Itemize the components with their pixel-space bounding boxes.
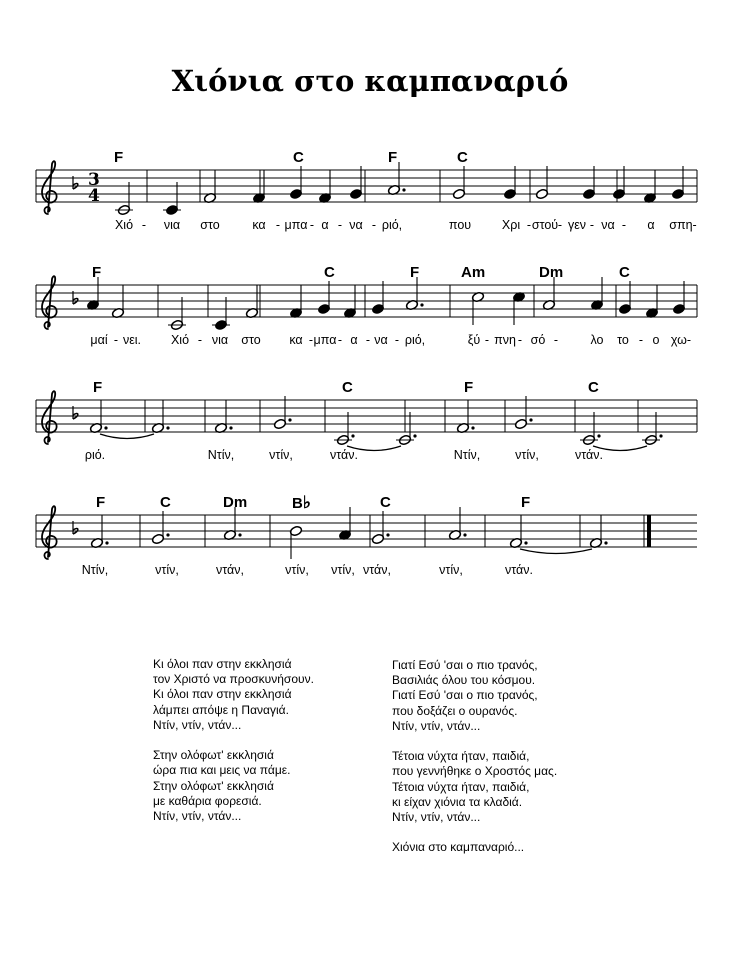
lyric-hyphen: - [141, 218, 147, 232]
chord-name: C [160, 494, 171, 511]
lyric-syllable: Χρι [501, 218, 521, 232]
lyric-syllable: ο [652, 333, 660, 347]
song-title: Χιόνια στο καμπαναριό [171, 64, 569, 98]
chord-name: F [464, 379, 474, 396]
chord-symbol [521, 495, 530, 511]
lyric-syllable: στο [200, 218, 220, 232]
lyric-hyphen: - [394, 333, 400, 347]
lyric-hyphen: - [621, 218, 627, 232]
verse-line: Χιόνια στο καμπαναριό... [392, 840, 525, 855]
note [448, 507, 466, 541]
chord-name: Dm [539, 264, 564, 281]
lyric-hyphen: - [275, 218, 281, 232]
time-signature-bottom: 4 [88, 186, 100, 206]
lyric-hyphen: - [365, 333, 371, 347]
chord-name: C [380, 494, 391, 511]
verse-line: Τέτοια νύχτα ήταν, παιδιά, [392, 779, 530, 794]
lyric-syllable: λο [590, 333, 604, 347]
verse-line: με καθάρια φορεσιά. [153, 793, 262, 808]
lyric-syllable: α [647, 218, 655, 232]
lyric-syllable: Χιό [170, 333, 190, 347]
verse-line: ώρα πια και μεις να πάμε. [153, 763, 291, 778]
chord-name: B [292, 495, 303, 512]
verse-line: που δοξάζει ο ουρανός. [392, 703, 518, 718]
lyric-syllable: ντίν, [331, 563, 355, 577]
verse-line: Ντίν, ντίν, ντάν... [392, 810, 481, 825]
lyric-syllable: κα [252, 218, 266, 232]
lyric-syllable: ντίν, [269, 448, 293, 462]
lyric-hyphen: - [309, 218, 315, 232]
lyric-syllable: ντίν, [515, 448, 539, 462]
lyric-syllable: να [349, 218, 363, 232]
lyric-syllable: ντίν, [155, 563, 179, 577]
verse-line: Γιατί Εσύ 'σαι ο πιο τρανός, [392, 688, 538, 703]
verse-line: Ντίν, ντίν, ντάν... [153, 717, 242, 732]
verse-line: Γιατί Εσύ 'σαι ο πιο τρανός, [392, 658, 538, 672]
lyric-syllable: το [617, 333, 629, 347]
chord-name: C [342, 379, 353, 396]
lyric-syllable: ριό, [404, 333, 426, 347]
lyric-syllable: κα [289, 333, 303, 347]
lyric-syllable: ντάν, [363, 563, 391, 577]
lyric-syllable: Ντίν, [453, 448, 481, 462]
verse-line: Στην ολόφωτ' εκκλησιά [153, 778, 274, 793]
lyric-hyphen: - [517, 333, 523, 347]
chord-name: Dm [223, 494, 248, 511]
lyric-syllable: Ντίν, [81, 563, 109, 577]
lyric-hyphen: - [484, 333, 490, 347]
verse-block [392, 749, 557, 825]
chord-name: F [96, 494, 106, 511]
lyric-syllable: σό [530, 333, 546, 347]
chord-name: C [588, 379, 599, 396]
lyric-syllable: ντίν, [285, 563, 309, 577]
verses-left-column [153, 657, 314, 839]
chord-name: F [410, 264, 420, 281]
lyric-syllable: να [601, 218, 615, 232]
lyric-syllable: νια [163, 218, 181, 232]
lyric-syllable: ντάν. [505, 563, 533, 577]
verse-line: Τέτοια νύχτα ήταν, παιδιά, [392, 749, 530, 764]
note [289, 525, 302, 559]
note [371, 511, 389, 545]
chord-symbol [380, 495, 391, 511]
chord-name: C [324, 264, 335, 281]
verse-line: Ντίν, ντίν, ντάν... [153, 809, 242, 824]
lyric-syllable: μπα [313, 333, 337, 347]
lyric-syllable: πνη [494, 333, 516, 347]
lyric-syllable: χω- [670, 333, 692, 347]
note [509, 515, 527, 549]
lyric-hyphen: - [526, 218, 532, 232]
chord-name: C [293, 149, 304, 166]
lyric-syllable: σπη- [669, 218, 697, 232]
lyric-syllable: νια [211, 333, 229, 347]
lyric-syllable: ριό, [381, 218, 403, 232]
lyric-syllable: α [350, 333, 358, 347]
verse-block [392, 658, 557, 734]
lyric-hyphen: - [308, 333, 314, 347]
lyric-syllable: ντίν, [439, 563, 463, 577]
lyric-syllable: ξύ [467, 333, 481, 347]
verse-line: Βασιλιάς όλου του κόσμου. [392, 673, 536, 688]
note [589, 515, 607, 549]
verses-right-column [392, 658, 557, 871]
lyric-syllable: να [374, 333, 388, 347]
lyric-hyphen: - [113, 333, 119, 347]
verse-line: που γεννήθηκε ο Χροστός μας. [392, 764, 558, 779]
verse-line: Ντίν, ντίν, ντάν... [392, 718, 481, 733]
lyric-syllable: ντάν. [330, 448, 358, 462]
chord-symbol [96, 495, 105, 511]
verse-line: Κι όλοι παν στην εκκλησιά [153, 657, 292, 671]
chord-name: F [93, 379, 103, 396]
note [90, 515, 108, 549]
chord-name: C [457, 149, 468, 166]
lyric-syllable: ριό. [84, 448, 106, 462]
lyric-hyphen: - [589, 218, 595, 232]
lyric-syllable: ντάν, [216, 563, 244, 577]
note [223, 507, 241, 541]
lyric-hyphen: - [638, 333, 644, 347]
lyric-syllable: νει. [122, 333, 142, 347]
lyric-syllable: α [321, 218, 329, 232]
chord-name: F [388, 149, 398, 166]
lyric-syllable: μαί [90, 333, 108, 347]
verse-line: Στην ολόφωτ' εκκλησιά [153, 748, 274, 763]
chord-symbol [292, 495, 311, 512]
chord-symbol [223, 495, 247, 511]
time-signature-top: 3 [88, 170, 100, 190]
lyric-syllable: ντάν. [575, 448, 603, 462]
lyric-syllable: μπα [284, 218, 308, 232]
lyric-syllable: γεν [567, 218, 587, 232]
note [151, 511, 169, 545]
lyric-syllable: στο [241, 333, 261, 347]
final-barline-thick [647, 515, 651, 547]
verse-line: κι είχαν χιόνια τα κλαδιά. [392, 794, 523, 809]
lyric-syllable: που [448, 218, 472, 232]
lyric-hyphen: - [371, 218, 377, 232]
chord-name: Am [461, 264, 486, 281]
verse-block [153, 748, 314, 824]
chord-name: F [521, 494, 531, 511]
verse-block [392, 840, 557, 855]
lyric-hyphen: - [557, 218, 563, 232]
verse-block [153, 657, 314, 733]
chord-symbol [160, 495, 171, 511]
lyric-hyphen: - [197, 333, 203, 347]
chord-name: F [92, 264, 102, 281]
chord-name: F [114, 149, 124, 166]
lyric-syllable: Χιό [114, 218, 134, 232]
flat-accidental-icon: ♭ [302, 493, 311, 512]
tie [520, 549, 592, 554]
lyric-hyphen: - [553, 333, 559, 347]
lyric-syllable: Ντίν, [207, 448, 235, 462]
lyric-hyphen: - [337, 218, 343, 232]
lyric-hyphen: - [337, 333, 343, 347]
verse-line: λάμπει απόψε η Παναγιά. [153, 702, 289, 717]
treble-clef-icon [42, 506, 57, 559]
note [338, 507, 351, 541]
lyric-syllable: στού [531, 218, 559, 232]
verse-line: Κι όλοι παν στην εκκλησιά [153, 687, 292, 702]
chord-name: C [619, 264, 630, 281]
verse-line: τον Χριστό να προσκυνήσουν. [153, 672, 314, 687]
